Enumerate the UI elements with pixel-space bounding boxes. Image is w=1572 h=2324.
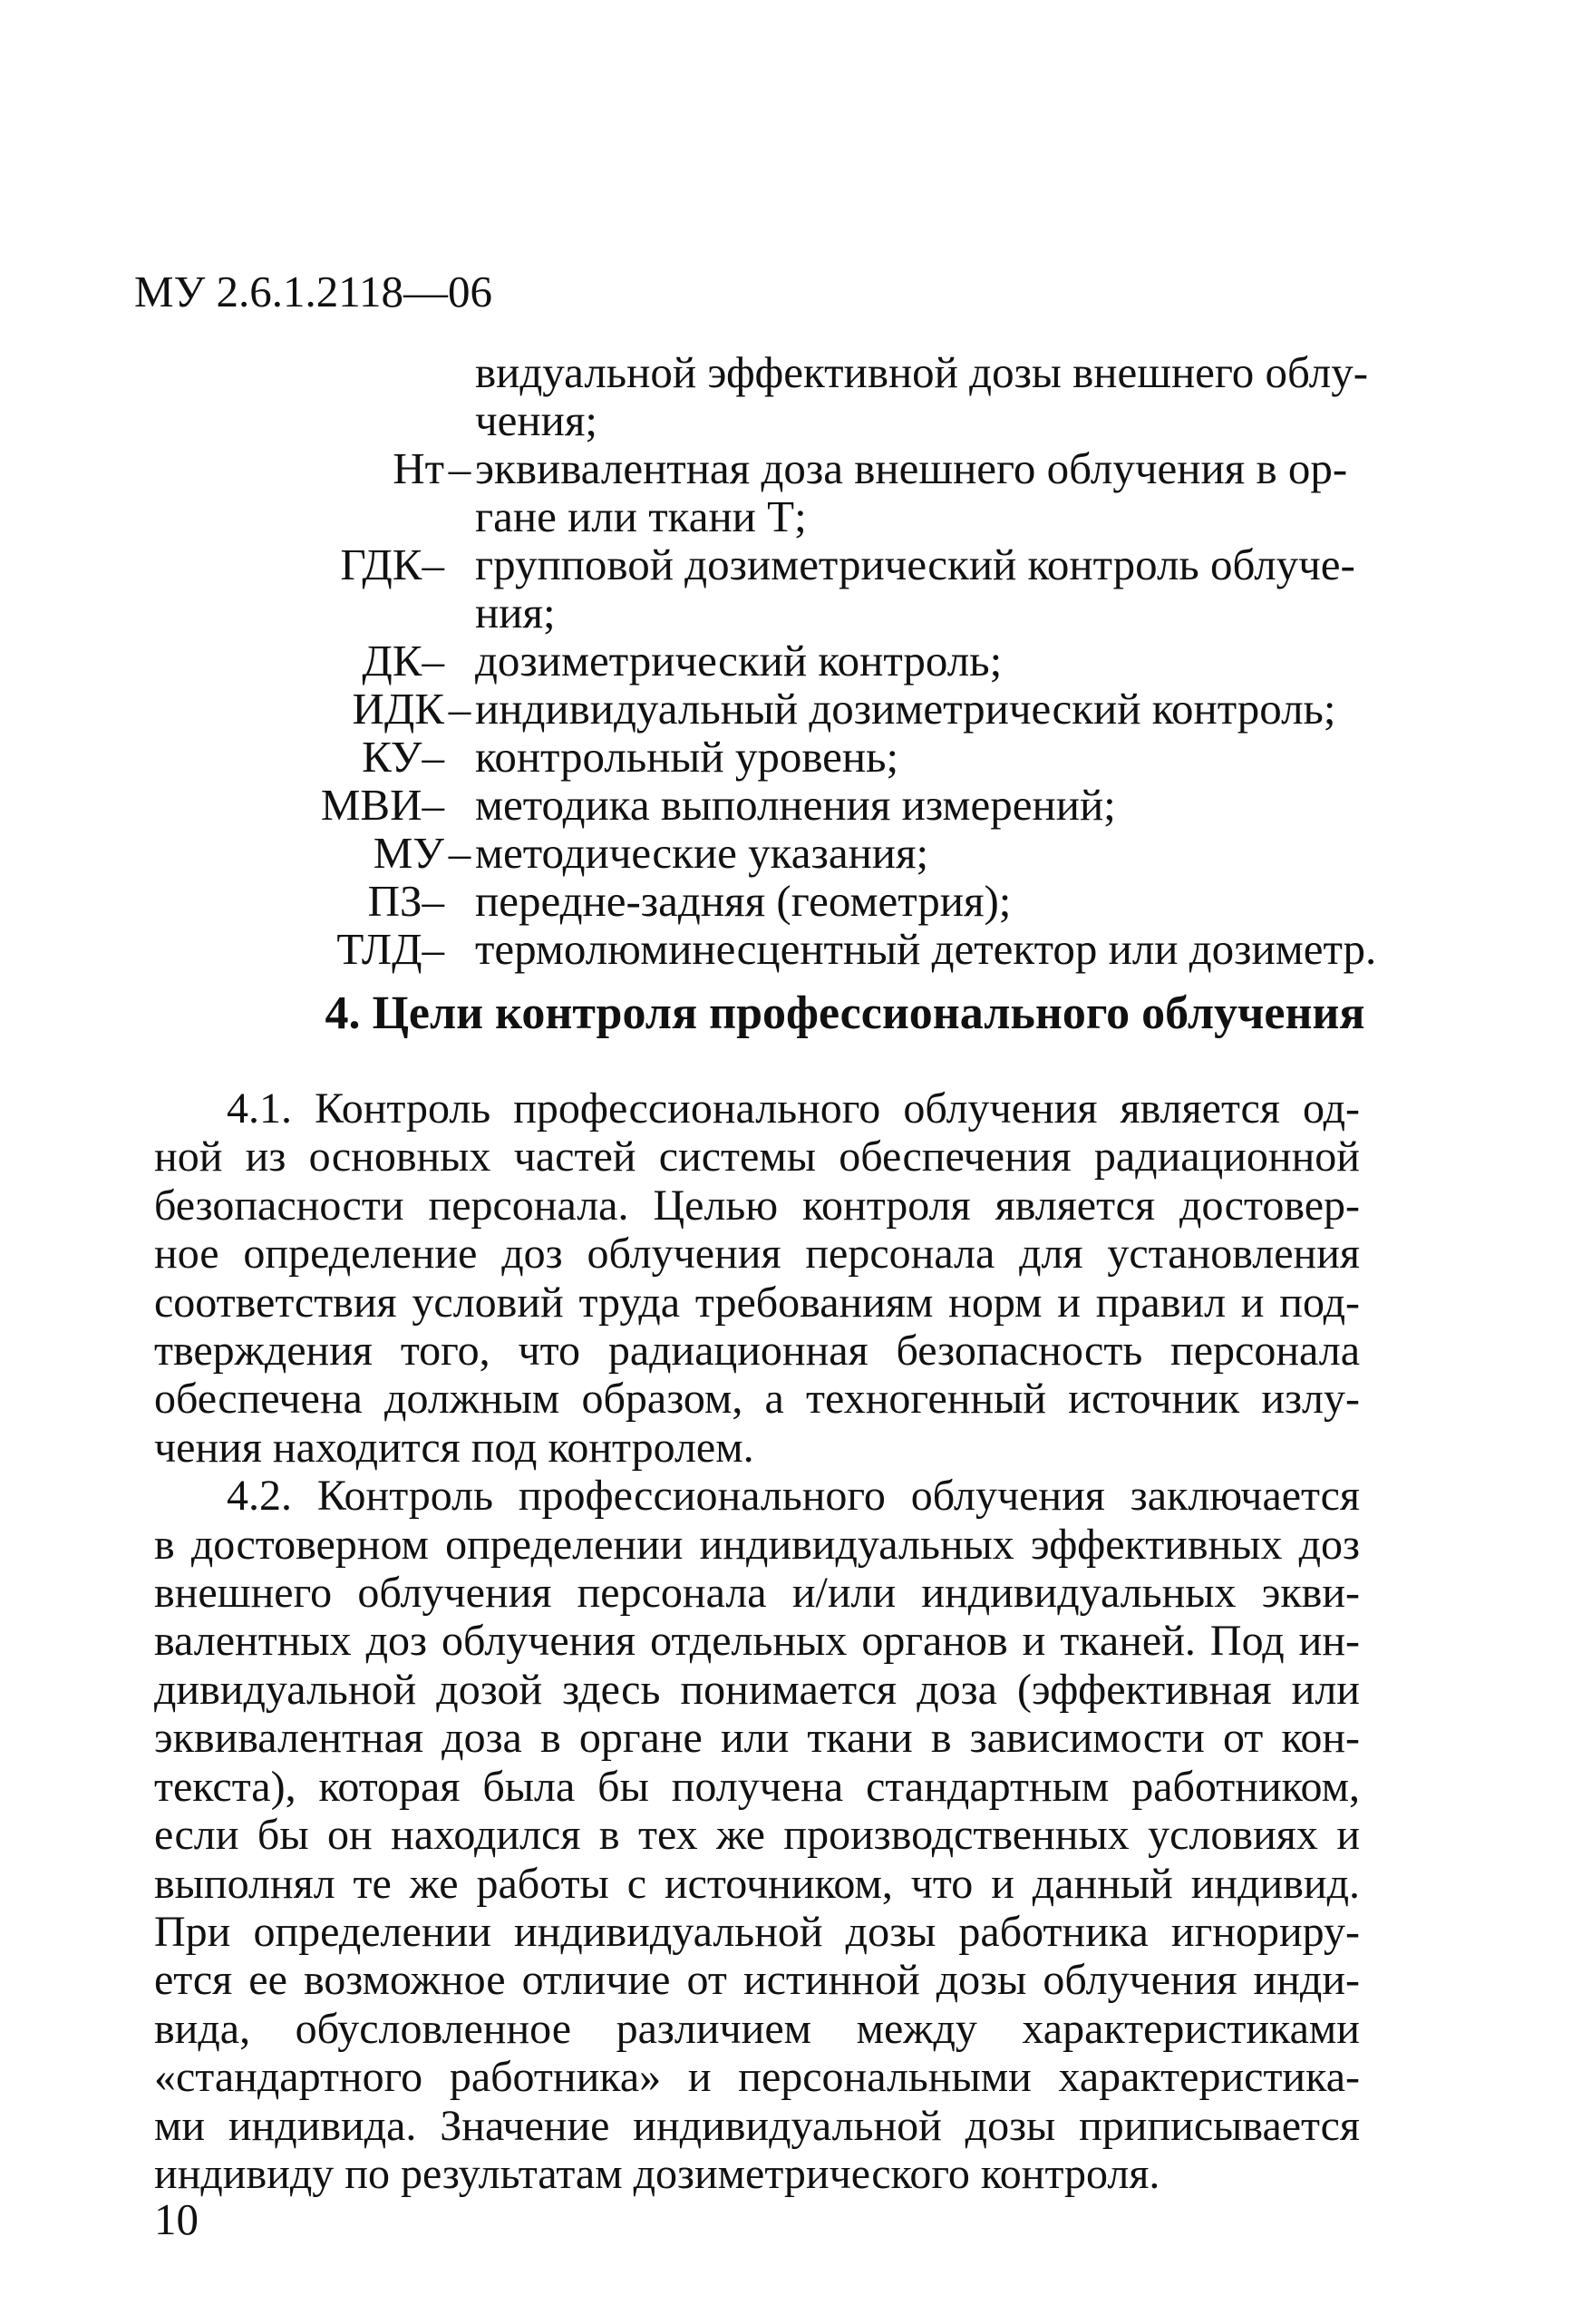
paragraph-line: эквивалентная доза в органе или ткани в зависимости от кон- <box>154 1714 1360 1763</box>
body-text <box>154 1084 1360 2198</box>
abbreviation-definition <box>475 781 1382 829</box>
definition-line: чения; <box>475 395 597 445</box>
paragraph-line: если бы он находился в тех же производственных условиях и <box>154 1811 1360 1860</box>
paragraph-line: 4.1. Контроль профессионального облучения является од- <box>227 1084 1360 1133</box>
abbreviation-row <box>263 733 1387 781</box>
abbreviation-term: МУ <box>373 828 444 878</box>
abbreviation-definition <box>475 444 1382 540</box>
paragraph-line: 4.2. Контроль профессионального облучения заключается <box>227 1472 1360 1521</box>
abbreviation-definition <box>475 348 1382 444</box>
paragraph-line: ное определение доз облучения персонала для установления <box>154 1230 1360 1279</box>
abbreviation-row <box>263 925 1387 973</box>
paragraph-line: текста), которая была бы получена стандартным работником, <box>154 1762 1360 1811</box>
document-code: МУ 2.6.1.2118—06 <box>134 267 492 316</box>
paragraph-line: ной из основных частей системы обеспечения радиационной <box>154 1133 1360 1181</box>
definition-line: передне-задняя (геометрия); <box>475 876 1012 926</box>
definition-line: групповой дозиметрический контроль облуче- <box>475 540 1355 589</box>
abbreviation-row <box>263 685 1387 733</box>
abbreviation-row <box>263 348 1387 444</box>
abbreviation-dash: – <box>448 443 471 493</box>
abbreviation-definition <box>475 540 1382 637</box>
page-number: 10 <box>154 2194 199 2244</box>
abbreviation-row <box>263 781 1387 829</box>
definition-line: методические указания; <box>475 828 929 878</box>
abbreviation-term: ТЛД– <box>336 924 444 974</box>
abbreviation-list <box>263 348 1387 973</box>
abbreviation-term: Hт <box>393 443 444 493</box>
paragraph-line: ется ее возможное отличие от истинной дозы облучения инди- <box>154 1956 1360 2005</box>
paragraph-line: валентных доз облучения отдельных органов и тканей. Под ин- <box>154 1617 1360 1666</box>
abbreviation-row <box>263 877 1387 925</box>
abbreviation-definition <box>475 637 1382 685</box>
paragraph-line: дивидуальной дозой здесь понимается доза (эффективная или <box>154 1665 1360 1714</box>
abbreviation-term: ГДК– <box>340 540 444 589</box>
paragraph-line: внешнего облучения персонала и/или индивидуальных экви- <box>154 1569 1360 1618</box>
abbreviation-definition <box>475 733 1382 781</box>
definition-line: дозиметрический контроль; <box>475 636 1003 686</box>
definition-line: эквивалентная доза внешнего облучения в ор- <box>475 443 1348 493</box>
paragraph-line: «стандартного работника» и персональными характеристика- <box>154 2053 1360 2102</box>
abbreviation-term: ПЗ– <box>367 876 444 926</box>
definition-line: контрольный уровень; <box>475 732 899 782</box>
abbreviation-term: ИДК <box>352 684 444 734</box>
abbreviation-row <box>263 829 1387 877</box>
paragraph-line: в достоверном определении индивидуальных эффективных доз <box>154 1520 1360 1569</box>
paragraph-line: тверждения того, что радиационная безопасность персонала <box>154 1327 1360 1376</box>
definition-line: видуальной эффективной дозы внешнего облу- <box>475 347 1369 397</box>
abbreviation-dash: – <box>448 828 471 878</box>
definition-line: гане или ткани Т; <box>475 491 807 541</box>
paragraph-line: При определении индивидуальной дозы работника игнориру- <box>154 1907 1360 1956</box>
paragraph <box>154 1084 1360 1472</box>
abbreviation-definition <box>475 925 1382 973</box>
paragraph-line: обеспечена должным образом, а техногенный источник излу- <box>154 1375 1360 1424</box>
paragraph-line: безопасности персонала. Целью контроля является достовер- <box>154 1181 1360 1230</box>
paragraph-line: вида, обусловленное различием между характеристиками <box>154 2004 1360 2053</box>
paragraph-line: чения находится под контролем. <box>154 1423 754 1472</box>
paragraph-line: выполнял те же работы с источником, что и данный индивид. <box>154 1859 1360 1908</box>
abbreviation-definition <box>475 877 1382 925</box>
definition-line: термолюминесцентный детектор или дозиметр. <box>475 924 1377 974</box>
paragraph-line: соответствия условий труда требованиям норм и правил и под- <box>154 1278 1360 1327</box>
definition-line: ния; <box>475 588 556 637</box>
abbreviation-term: МВИ– <box>320 780 444 830</box>
definition-line: методика выполнения измерений; <box>475 780 1116 830</box>
paragraph-line: индивиду по результатам дозиметрического контроля. <box>154 2149 1160 2198</box>
abbreviation-definition <box>475 685 1382 733</box>
definition-line: индивидуальный дозиметрический контроль; <box>475 684 1336 734</box>
abbreviation-row <box>263 540 1387 637</box>
abbreviation-term: КУ– <box>362 732 444 782</box>
abbreviation-row <box>263 637 1387 685</box>
section-title: 4. Цели контроля профессионального облучения <box>325 987 1365 1039</box>
paragraph-line: ми индивида. Значение индивидуальной дозы приписывается <box>154 2101 1360 2150</box>
abbreviation-dash: – <box>448 684 471 734</box>
paragraph <box>154 1472 1360 2198</box>
abbreviation-row <box>263 444 1387 540</box>
abbreviation-definition <box>475 829 1382 877</box>
abbreviation-term: ДК– <box>362 636 444 686</box>
